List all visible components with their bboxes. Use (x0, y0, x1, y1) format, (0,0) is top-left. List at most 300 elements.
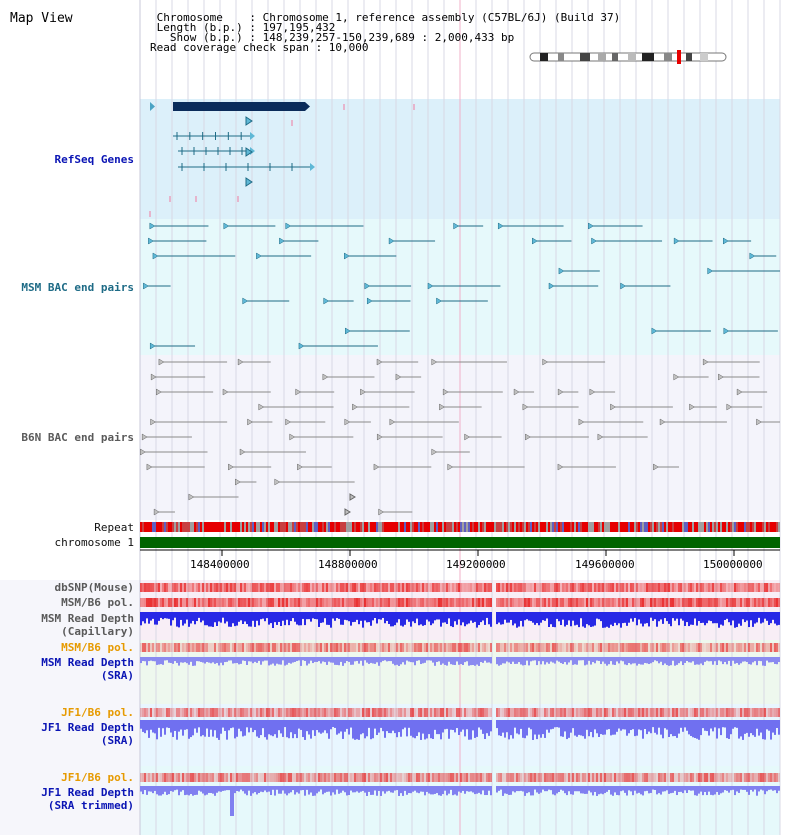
read-depth-bin (318, 657, 320, 661)
read-depth-bin (170, 657, 172, 663)
polymorphism-bin (568, 643, 570, 652)
repeat-segment (454, 522, 456, 532)
read-depth-bin (346, 786, 348, 795)
read-depth-bin (770, 612, 772, 623)
repeat-segment (536, 522, 538, 532)
read-depth-bin (622, 720, 624, 729)
polymorphism-bin (526, 583, 528, 592)
read-depth-bin (336, 786, 338, 790)
polymorphism-bin (454, 643, 456, 652)
polymorphism-bin (352, 598, 354, 607)
read-depth-bin (448, 657, 450, 662)
read-depth-bin (160, 612, 162, 618)
read-depth-bin (498, 786, 500, 791)
read-depth-bin (726, 720, 728, 738)
polymorphism-bin (618, 643, 620, 652)
polymorphism-bin (582, 708, 584, 717)
repeat-segment (174, 522, 176, 532)
read-depth-bin (466, 657, 468, 661)
read-depth-bin (732, 657, 734, 661)
read-depth-bin (336, 657, 338, 665)
polymorphism-bin (636, 643, 638, 652)
polymorphism-bin (246, 773, 248, 782)
polymorphism-bin (632, 773, 634, 782)
read-depth-bin (338, 612, 340, 619)
polymorphism-bin (762, 598, 764, 607)
polymorphism-bin (596, 708, 598, 717)
read-depth-bin (746, 720, 748, 733)
polymorphism-bin (298, 708, 300, 717)
polymorphism-bin (440, 708, 442, 717)
read-depth-bin (334, 786, 336, 795)
polymorphism-bin (734, 598, 736, 607)
polymorphism-bin (330, 708, 332, 717)
read-depth-bin (242, 786, 244, 791)
read-depth-bin (460, 657, 462, 664)
polymorphism-bin (346, 583, 348, 592)
polymorphism-bin (388, 708, 390, 717)
polymorphism-bin (768, 643, 770, 652)
repeat-segment (376, 522, 378, 532)
polymorphism-bin (276, 583, 278, 592)
read-depth-bin (212, 612, 214, 627)
polymorphism-bin (226, 643, 228, 652)
read-depth-bin (198, 612, 200, 618)
polymorphism-bin (744, 583, 746, 592)
read-depth-bin (756, 612, 758, 622)
polymorphism-bin (606, 708, 608, 717)
read-depth-bin (490, 786, 492, 795)
read-depth-bin (356, 657, 358, 661)
polymorphism-bin (666, 708, 668, 717)
polymorphism-bin (710, 643, 712, 652)
polymorphism-bin (686, 708, 688, 717)
read-depth-bin (756, 720, 758, 729)
polymorphism-bin (650, 708, 652, 717)
repeat-segment (382, 522, 384, 532)
polymorphism-bin (180, 773, 182, 782)
read-depth-bin (380, 786, 382, 796)
polymorphism-bin (516, 708, 518, 717)
read-depth-bin (368, 720, 370, 728)
polymorphism-bin (248, 598, 250, 607)
read-depth-bin (536, 786, 538, 792)
polymorphism-bin (224, 598, 226, 607)
polymorphism-bin (624, 583, 626, 592)
polymorphism-bin (654, 598, 656, 607)
polymorphism-bin (216, 583, 218, 592)
read-depth-bin (344, 720, 346, 732)
repeat-segment (566, 522, 568, 532)
label-refseq-genes[interactable]: RefSeq Genes (54, 153, 134, 166)
polymorphism-bin (584, 773, 586, 782)
axis-tick-label: 149600000 (575, 558, 635, 571)
read-depth-bin (676, 657, 678, 665)
polymorphism-bin (634, 598, 636, 607)
read-depth-bin (292, 720, 294, 738)
read-depth-bin (444, 612, 446, 622)
polymorphism-bin (764, 598, 766, 607)
polymorphism-bin (742, 708, 744, 717)
polymorphism-bin (460, 643, 462, 652)
read-depth-bin (638, 786, 640, 793)
polymorphism-bin (510, 708, 512, 717)
read-depth-bin (316, 657, 318, 662)
polymorphism-bin (660, 708, 662, 717)
repeat-segment (414, 522, 416, 532)
read-depth-bin (688, 786, 690, 790)
polymorphism-bin (350, 583, 352, 592)
polymorphism-bin (352, 708, 354, 717)
repeat-segment (576, 522, 578, 532)
read-depth-bin (674, 786, 676, 791)
polymorphism-bin (212, 773, 214, 782)
read-depth-bin (570, 657, 572, 660)
read-depth-bin (278, 720, 280, 730)
polymorphism-bin (158, 643, 160, 652)
polymorphism-bin (608, 708, 610, 717)
polymorphism-bin (762, 773, 764, 782)
polymorphism-bin (576, 583, 578, 592)
polymorphism-bin (576, 773, 578, 782)
polymorphism-bin (506, 598, 508, 607)
read-depth-bin (252, 720, 254, 732)
repeat-segment (528, 522, 530, 532)
polymorphism-bin (376, 708, 378, 717)
read-depth-bin (648, 612, 650, 626)
read-depth-bin (706, 657, 708, 661)
read-depth-bin (160, 657, 162, 664)
polymorphism-bin (182, 598, 184, 607)
info-show: Show (b.p.) : 148,239,257-150,239,689 : 2,000,433 bp (150, 31, 515, 44)
polymorphism-bin (334, 773, 336, 782)
polymorphism-bin (328, 708, 330, 717)
repeat-segment (256, 522, 258, 532)
read-depth-bin (184, 786, 186, 795)
polymorphism-bin (268, 708, 270, 717)
read-depth-bin (710, 720, 712, 729)
read-depth-bin (500, 612, 502, 625)
polymorphism-bin (250, 708, 252, 717)
polymorphism-bin (378, 583, 380, 592)
polymorphism-bin (566, 598, 568, 607)
read-depth-bin (526, 720, 528, 736)
polymorphism-bin (752, 583, 754, 592)
read-depth-bin (564, 786, 566, 793)
polymorphism-bin (402, 708, 404, 717)
polymorphism-bin (706, 583, 708, 592)
repeat-segment (754, 522, 756, 532)
polymorphism-bin (210, 643, 212, 652)
label-b6n-bac[interactable]: B6N BAC end pairs (21, 431, 134, 444)
polymorphism-bin (634, 773, 636, 782)
read-depth-bin (592, 612, 594, 626)
read-depth-bin (666, 720, 668, 730)
read-depth-bin (700, 657, 702, 664)
read-depth-bin (546, 720, 548, 730)
read-depth-bin (516, 657, 518, 664)
polymorphism-bin (370, 598, 372, 607)
polymorphism-bin (482, 583, 484, 592)
polymorphism-bin (282, 708, 284, 717)
read-depth-bin (542, 720, 544, 734)
repeat-segment (482, 522, 484, 532)
read-depth-bin (362, 720, 364, 733)
polymorphism-bin (324, 583, 326, 592)
polymorphism-bin (600, 583, 602, 592)
chromosome-ideogram[interactable] (530, 50, 726, 64)
read-depth-bin (538, 657, 540, 661)
read-depth-bin (596, 720, 598, 733)
read-depth-bin (232, 720, 234, 728)
read-depth-bin (244, 720, 246, 736)
read-depth-bin (168, 786, 170, 794)
polymorphism-bin (400, 773, 402, 782)
read-depth-bin (262, 657, 264, 661)
polymorphism-bin (742, 773, 744, 782)
repeat-segment (578, 522, 580, 532)
polymorphism-bin (182, 773, 184, 782)
read-depth-bin (602, 720, 604, 735)
read-depth-bin (244, 612, 246, 621)
polymorphism-bin (540, 708, 542, 717)
polymorphism-bin (278, 773, 280, 782)
repeat-segment (366, 522, 368, 532)
read-depth-bin (676, 786, 678, 795)
info-coverage-span: Read coverage check span : 10,000 (150, 41, 369, 54)
polymorphism-bin (460, 773, 462, 782)
polymorphism-bin (614, 773, 616, 782)
read-depth-bin (696, 657, 698, 664)
polymorphism-bin (760, 773, 762, 782)
polymorphism-bin (668, 598, 670, 607)
polymorphism-bin (410, 643, 412, 652)
polymorphism-bin (196, 583, 198, 592)
polymorphism-bin (398, 643, 400, 652)
read-depth-bin (654, 786, 656, 790)
read-depth-bin (168, 657, 170, 663)
read-depth-bin (334, 720, 336, 728)
polymorphism-bin (282, 643, 284, 652)
read-depth-bin (304, 786, 306, 796)
polymorphism-bin (588, 773, 590, 782)
read-depth-bin (174, 612, 176, 618)
polymorphism-bin (296, 598, 298, 607)
repeat-segment (344, 522, 346, 532)
polymorphism-bin (382, 708, 384, 717)
read-depth-bin (440, 657, 442, 665)
polymorphism-bin (504, 583, 506, 592)
read-depth-bin (664, 657, 666, 664)
polymorphism-bin (158, 598, 160, 607)
polymorphism-bin (366, 773, 368, 782)
polymorphism-bin (488, 773, 490, 782)
repeat-segment (688, 522, 690, 532)
read-depth-bin (178, 786, 180, 795)
polymorphism-bin (476, 583, 478, 592)
polymorphism-bin (620, 708, 622, 717)
polymorphism-bin (344, 708, 346, 717)
read-depth-bin (170, 786, 172, 791)
polymorphism-bin (162, 708, 164, 717)
repeat-segment (460, 522, 462, 532)
read-depth-bin (706, 786, 708, 795)
polymorphism-bin (548, 643, 550, 652)
read-depth-bin (546, 612, 548, 618)
polymorphism-bin (280, 598, 282, 607)
polymorphism-bin (588, 598, 590, 607)
polymorphism-bin (530, 598, 532, 607)
read-depth-bin (578, 786, 580, 791)
read-depth-bin (360, 720, 362, 734)
polymorphism-bin (756, 643, 758, 652)
polymorphism-bin (172, 583, 174, 592)
polymorphism-bin (500, 708, 502, 717)
read-depth-bin (486, 657, 488, 663)
polymorphism-bin (530, 708, 532, 717)
polymorphism-bin (580, 643, 582, 652)
polymorphism-bin (520, 773, 522, 782)
read-depth-bin (506, 657, 508, 661)
polymorphism-bin (398, 708, 400, 717)
read-depth-bin (298, 720, 300, 729)
read-depth-bin (196, 786, 198, 795)
polymorphism-bin (462, 598, 464, 607)
polymorphism-bin (714, 773, 716, 782)
polymorphism-bin (596, 643, 598, 652)
polymorphism-bin (760, 583, 762, 592)
read-depth-bin (614, 657, 616, 665)
polymorphism-bin (320, 598, 322, 607)
read-depth-bin (642, 612, 644, 626)
polymorphism-bin (608, 773, 610, 782)
polymorphism-bin (274, 708, 276, 717)
read-depth-bin (668, 612, 670, 624)
polymorphism-bin (718, 773, 720, 782)
read-depth-bin (772, 612, 774, 620)
polymorphism-bin (524, 643, 526, 652)
read-depth-bin (218, 657, 220, 665)
polymorphism-bin (516, 643, 518, 652)
polymorphism-bin (552, 598, 554, 607)
polymorphism-bin (614, 583, 616, 592)
read-depth-bin (470, 786, 472, 791)
polymorphism-bin (170, 708, 172, 717)
polymorphism-bin (308, 773, 310, 782)
read-depth-bin (152, 657, 154, 661)
read-depth-bin (722, 786, 724, 792)
polymorphism-bin (432, 583, 434, 592)
read-depth-bin (306, 786, 308, 790)
label-msm-bac[interactable]: MSM BAC end pairs (21, 281, 134, 294)
read-depth-bin (630, 786, 632, 791)
polymorphism-bin (166, 643, 168, 652)
polymorphism-bin (256, 643, 258, 652)
repeat-segment (594, 522, 596, 532)
read-depth-bin (184, 612, 186, 624)
polymorphism-bin (726, 643, 728, 652)
read-depth-bin (552, 657, 554, 663)
polymorphism-bin (724, 583, 726, 592)
read-depth-bin (566, 720, 568, 739)
polymorphism-bin (140, 773, 142, 782)
repeat-segment (526, 522, 528, 532)
polymorphism-bin (390, 598, 392, 607)
polymorphism-bin (710, 598, 712, 607)
read-depth-bin (660, 720, 662, 735)
read-depth-bin (532, 657, 534, 661)
polymorphism-bin (582, 773, 584, 782)
polymorphism-bin (372, 643, 374, 652)
read-depth-bin (364, 612, 366, 621)
polymorphism-bin (194, 583, 196, 592)
read-depth-bin (484, 720, 486, 739)
polymorphism-bin (436, 643, 438, 652)
read-depth-bin (458, 612, 460, 619)
polymorphism-bin (244, 583, 246, 592)
polymorphism-bin (508, 598, 510, 607)
read-depth-bin (620, 786, 622, 791)
read-depth-bin (692, 720, 694, 737)
polymorphism-bin (740, 773, 742, 782)
repeat-segment (340, 522, 342, 532)
repeat-segment (412, 522, 414, 532)
repeat-segment (284, 522, 286, 532)
read-depth-bin (664, 786, 666, 791)
repeat-segment (168, 522, 170, 532)
repeat-segment (586, 522, 588, 532)
read-depth-bin (268, 786, 270, 792)
read-depth-bin (520, 720, 522, 729)
read-depth-bin (538, 720, 540, 735)
polymorphism-bin (262, 708, 264, 717)
polymorphism-bin (638, 583, 640, 592)
polymorphism-bin (624, 598, 626, 607)
label-msm-depth-sra-sub: (SRA) (100, 669, 134, 682)
polymorphism-bin (574, 708, 576, 717)
read-depth-bin (614, 720, 616, 735)
polymorphism-bin (338, 773, 340, 782)
polymorphism-bin (616, 643, 618, 652)
polymorphism-bin (528, 643, 530, 652)
polymorphism-bin (758, 583, 760, 592)
read-depth-bin (422, 612, 424, 626)
polymorphism-bin (578, 598, 580, 607)
read-depth-bin (316, 612, 318, 619)
polymorphism-bin (654, 708, 656, 717)
polymorphism-bin (322, 583, 324, 592)
polymorphism-bin (536, 708, 538, 717)
polymorphism-bin (250, 643, 252, 652)
polymorphism-bin (360, 643, 362, 652)
polymorphism-bin (610, 598, 612, 607)
read-depth-bin (686, 657, 688, 661)
read-depth-bin (418, 720, 420, 732)
polymorphism-bin (394, 598, 396, 607)
read-depth-bin (774, 612, 776, 624)
polymorphism-bin (234, 708, 236, 717)
read-depth-bin (536, 720, 538, 739)
polymorphism-bin (544, 583, 546, 592)
repeat-segment (462, 522, 464, 532)
polymorphism-bin (656, 773, 658, 782)
polymorphism-bin (594, 583, 596, 592)
polymorphism-bin (170, 583, 172, 592)
polymorphism-bin (302, 773, 304, 782)
read-depth-bin (760, 720, 762, 733)
polymorphism-bin (332, 773, 334, 782)
repeat-segment (144, 522, 146, 532)
